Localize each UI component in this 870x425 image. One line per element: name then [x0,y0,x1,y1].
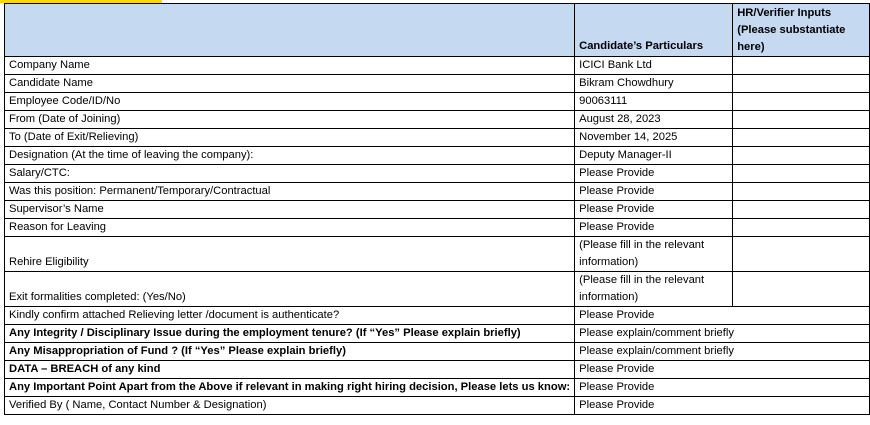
row-value[interactable]: August 28, 2023 [575,111,733,129]
row-value[interactable]: Please Provide [575,307,870,325]
row-value[interactable]: Please explain/comment briefly [575,343,870,361]
header-candidate-particulars: Candidate’s Particulars [575,4,733,57]
header-hr-verifier-inputs: HR/Verifier Inputs (Please substantiate here) [733,4,870,57]
table-row [5,57,870,75]
row-hr-input[interactable] [733,147,870,165]
row-hr-input[interactable] [733,183,870,201]
table-header-row [5,4,870,57]
verification-table [4,3,870,415]
row-hr-input[interactable] [733,272,870,307]
row-hr-input[interactable] [733,219,870,237]
row-label: Employee Code/ID/No [5,93,575,111]
table-row [5,219,870,237]
row-label: To (Date of Exit/Relieving) [5,129,575,147]
row-label: Verified By ( Name, Contact Number & Designation) [5,397,575,415]
table-row [5,361,870,379]
row-label: Company Name [5,57,575,75]
row-value[interactable]: 90063111 [575,93,733,111]
row-label: Kindly confirm attached Relieving letter /document is authenticate? [5,307,575,325]
table-row [5,165,870,183]
row-label: Rehire Eligibility [5,237,575,272]
row-label: Exit formalities completed: (Yes/No) [5,272,575,307]
row-label: Reason for Leaving [5,219,575,237]
row-label: DATA – BREACH of any kind [5,361,575,379]
row-hr-input[interactable] [733,111,870,129]
row-value[interactable]: Bikram Chowdhury [575,75,733,93]
row-value[interactable]: Please Provide [575,361,870,379]
row-hr-input[interactable] [733,57,870,75]
row-value[interactable]: Please Provide [575,397,870,415]
row-label: Any Integrity / Disciplinary Issue during the employment tenure? (If “Yes” Please explain briefly) [5,325,575,343]
row-label: Any Misappropriation of Fund ? (If “Yes” Please explain briefly) [5,343,575,361]
row-value[interactable]: November 14, 2025 [575,129,733,147]
row-hr-input[interactable] [733,75,870,93]
row-value[interactable]: Deputy Manager-II [575,147,733,165]
table-row [5,237,870,272]
row-hr-input[interactable] [733,237,870,272]
row-value[interactable]: Please Provide [575,379,870,397]
row-value[interactable]: Please Provide [575,165,733,183]
row-hr-input[interactable] [733,165,870,183]
row-label: Salary/CTC: [5,165,575,183]
table-row [5,111,870,129]
row-label: Designation (At the time of leaving the company): [5,147,575,165]
table-row [5,93,870,111]
row-label: Any Important Point Apart from the Above if relevant in making right hiring decision, Please lets us know: [5,379,575,397]
row-label: Supervisor’s Name [5,201,575,219]
row-hr-input[interactable] [733,129,870,147]
table-row [5,201,870,219]
table-row [5,325,870,343]
table-row [5,75,870,93]
table-row [5,147,870,165]
table-row [5,183,870,201]
table-row [5,272,870,307]
table-row [5,307,870,325]
row-hr-input[interactable] [733,201,870,219]
table-row [5,397,870,415]
row-label: From (Date of Joining) [5,111,575,129]
table-row [5,129,870,147]
row-value[interactable]: Please explain/comment briefly [575,325,870,343]
row-label: Candidate Name [5,75,575,93]
row-hr-input[interactable] [733,93,870,111]
row-value[interactable]: Please Provide [575,201,733,219]
row-value[interactable]: Please Provide [575,183,733,201]
table-row [5,343,870,361]
table-row [5,379,870,397]
header-label-cell [5,4,575,57]
row-value[interactable]: ICICI Bank Ltd [575,57,733,75]
row-label: Was this position: Permanent/Temporary/Contractual [5,183,575,201]
row-value[interactable]: (Please fill in the relevant information) [575,237,733,272]
row-value[interactable]: Please Provide [575,219,733,237]
row-value[interactable]: (Please fill in the relevant information) [575,272,733,307]
